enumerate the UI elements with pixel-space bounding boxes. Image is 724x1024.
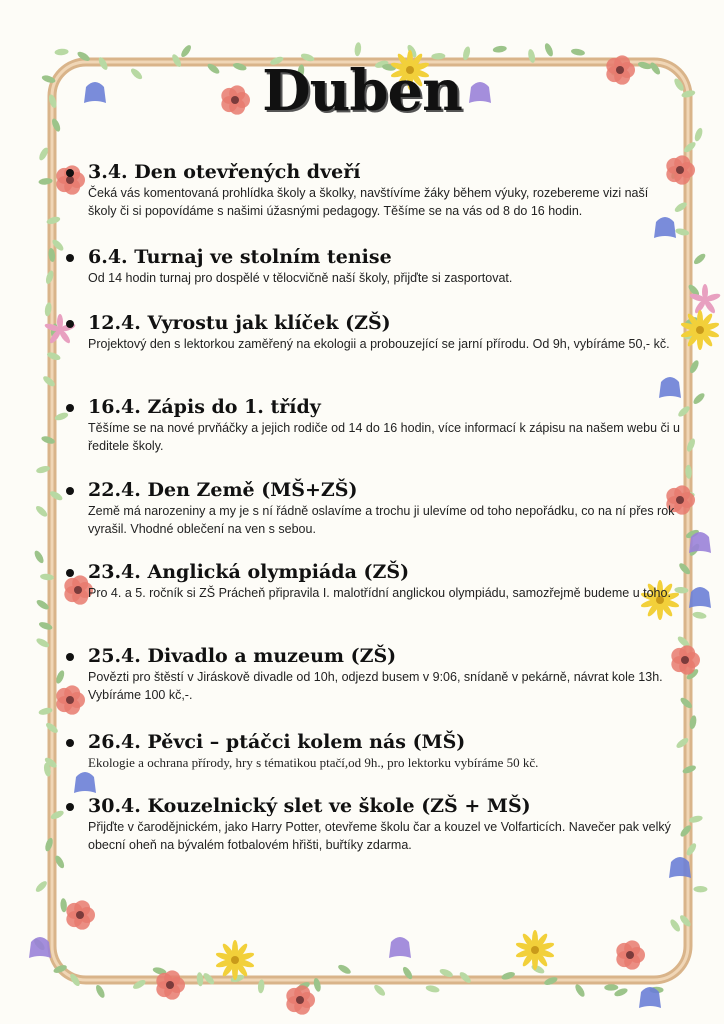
leaf-icon bbox=[34, 504, 49, 518]
bullet-icon bbox=[66, 653, 74, 661]
leaf-icon bbox=[574, 983, 587, 998]
flower-center bbox=[231, 956, 239, 964]
event-heading-text: 25.4. Divadlo a muzeum (ZŠ) bbox=[88, 645, 397, 667]
event-heading bbox=[62, 160, 682, 184]
bullet-icon bbox=[66, 404, 74, 412]
leaf-icon bbox=[425, 984, 440, 993]
bullet-icon bbox=[66, 803, 74, 811]
bellflower bbox=[654, 217, 676, 238]
bullet-icon bbox=[66, 320, 74, 328]
flower-center bbox=[681, 656, 689, 664]
bullet-icon bbox=[66, 169, 74, 177]
event-heading-text: 26.4. Pěvci – ptáčci kolem nás (MŠ) bbox=[88, 731, 466, 753]
bullet-icon bbox=[66, 569, 74, 577]
event-heading-text: 3.4. Den otevřených dveří bbox=[88, 161, 361, 183]
event-heading-text: 30.4. Kouzelnický slet ve škole (ZŠ + MŠ) bbox=[88, 795, 531, 817]
event-item bbox=[62, 794, 682, 854]
event-description: Od 14 hodin turnaj pro dospělé v tělocvičně naší školy, přijďte si zasportovat. bbox=[88, 271, 513, 285]
event-heading bbox=[62, 311, 682, 335]
event-heading bbox=[62, 245, 682, 269]
bullet-icon bbox=[66, 487, 74, 495]
event-heading-text: 12.4. Vyrostu jak klíček (ZŠ) bbox=[88, 312, 391, 334]
event-heading bbox=[62, 478, 682, 502]
event-description: Čeká vás komentovaná prohlídka školy a školky, navštívíme žáky během výuky, rozebereme vizi naší školy či si popovídáme s našimi úžasnými pedagogy. Těšíme se na vás od 8 do 16 hodin. bbox=[88, 186, 649, 218]
event-heading bbox=[62, 395, 682, 419]
leaf-icon bbox=[60, 898, 67, 912]
event-heading-text: 6.4. Turnaj ve stolním tenise bbox=[88, 246, 392, 268]
leaf-icon bbox=[571, 48, 586, 57]
event-description: Těšíme se na nové prvňáčky a jejich rodiče od 14 do 16 hodin, více informací k zápisu na našem webu či u ředitele školy. bbox=[88, 421, 680, 453]
bullet-icon bbox=[66, 739, 74, 747]
event-description: Povězti pro štěstí v Jiráskově divadle od 10h, odjezd busem v 9:06, snídaně v pekárně, návrat kole 13h. Vybíráme 100 kč,-. bbox=[88, 670, 663, 702]
leaf-icon bbox=[692, 611, 707, 620]
bellflower bbox=[74, 772, 96, 793]
bellflower bbox=[389, 937, 411, 958]
event-item bbox=[62, 560, 682, 602]
leaf-icon bbox=[54, 48, 68, 55]
flower-center bbox=[531, 946, 539, 954]
leaf-icon bbox=[372, 983, 386, 997]
event-item bbox=[62, 245, 682, 287]
event-heading bbox=[62, 730, 682, 754]
leaf-icon bbox=[179, 44, 192, 59]
flower-center bbox=[76, 911, 84, 919]
event-description: Přijďte v čarodějnickém, jako Harry Potter, otevřeme školu čar a kouzel ve Volfarticích. Navečer pak velký obecní oheň na bývalém fotbalovém hřišti, buřtíky zdarma. bbox=[88, 820, 671, 852]
event-heading bbox=[62, 560, 682, 584]
event-description: Pro 4. a 5. ročník si ZŠ Prácheň připravila I. malotřídní anglickou olympiádu, samozřejmě budeme u toho. bbox=[88, 586, 671, 600]
event-item bbox=[62, 160, 682, 220]
flower-center bbox=[696, 326, 704, 334]
flower-center bbox=[296, 996, 304, 1004]
flower-center bbox=[626, 951, 634, 959]
event-heading bbox=[62, 644, 682, 668]
leaf-icon bbox=[692, 391, 707, 405]
event-heading-text: 23.4. Anglická olympiáda (ZŠ) bbox=[88, 561, 410, 583]
event-heading bbox=[62, 794, 682, 818]
leaf-icon bbox=[33, 549, 46, 564]
leaf-icon bbox=[604, 984, 618, 991]
leaf-icon bbox=[94, 984, 106, 999]
event-item bbox=[62, 395, 682, 455]
leaf-icon bbox=[693, 886, 707, 893]
leaf-icon bbox=[669, 918, 682, 933]
event-item bbox=[62, 478, 682, 538]
event-description: Projektový den s lektorkou zaměřený na ekologii a probouzející se jarní přírodu. Od 9h, vybíráme 50,- kč. bbox=[88, 337, 670, 351]
event-item bbox=[62, 311, 682, 353]
event-description: Ekologie a ochrana přírody, hry s tématikou ptačí,od 9h., pro lektorku vybíráme 50 kč. bbox=[88, 755, 539, 770]
event-heading-text: 22.4. Den Země (MŠ+ZŠ) bbox=[88, 479, 358, 501]
event-item bbox=[62, 644, 682, 704]
bullet-icon bbox=[66, 254, 74, 262]
leaf-icon bbox=[34, 879, 49, 893]
leaf-icon bbox=[492, 45, 507, 53]
leaf-icon bbox=[354, 42, 362, 57]
event-heading-text: 16.4. Zápis do 1. třídy bbox=[88, 396, 321, 418]
event-item bbox=[62, 730, 682, 772]
flower-center bbox=[166, 981, 174, 989]
event-description: Země má narozeniny a my je s ní řádně oslavíme a trochu ji ulevíme od toho nepořádku, co na ní přes rok vyrašil. Vhodné oblečení na ven s sebou. bbox=[88, 504, 675, 536]
leaf-icon bbox=[543, 42, 554, 57]
leaf-icon bbox=[692, 252, 707, 266]
leaf-icon bbox=[693, 127, 704, 142]
page-title: Duben bbox=[262, 58, 462, 124]
leaf-icon bbox=[337, 963, 352, 976]
